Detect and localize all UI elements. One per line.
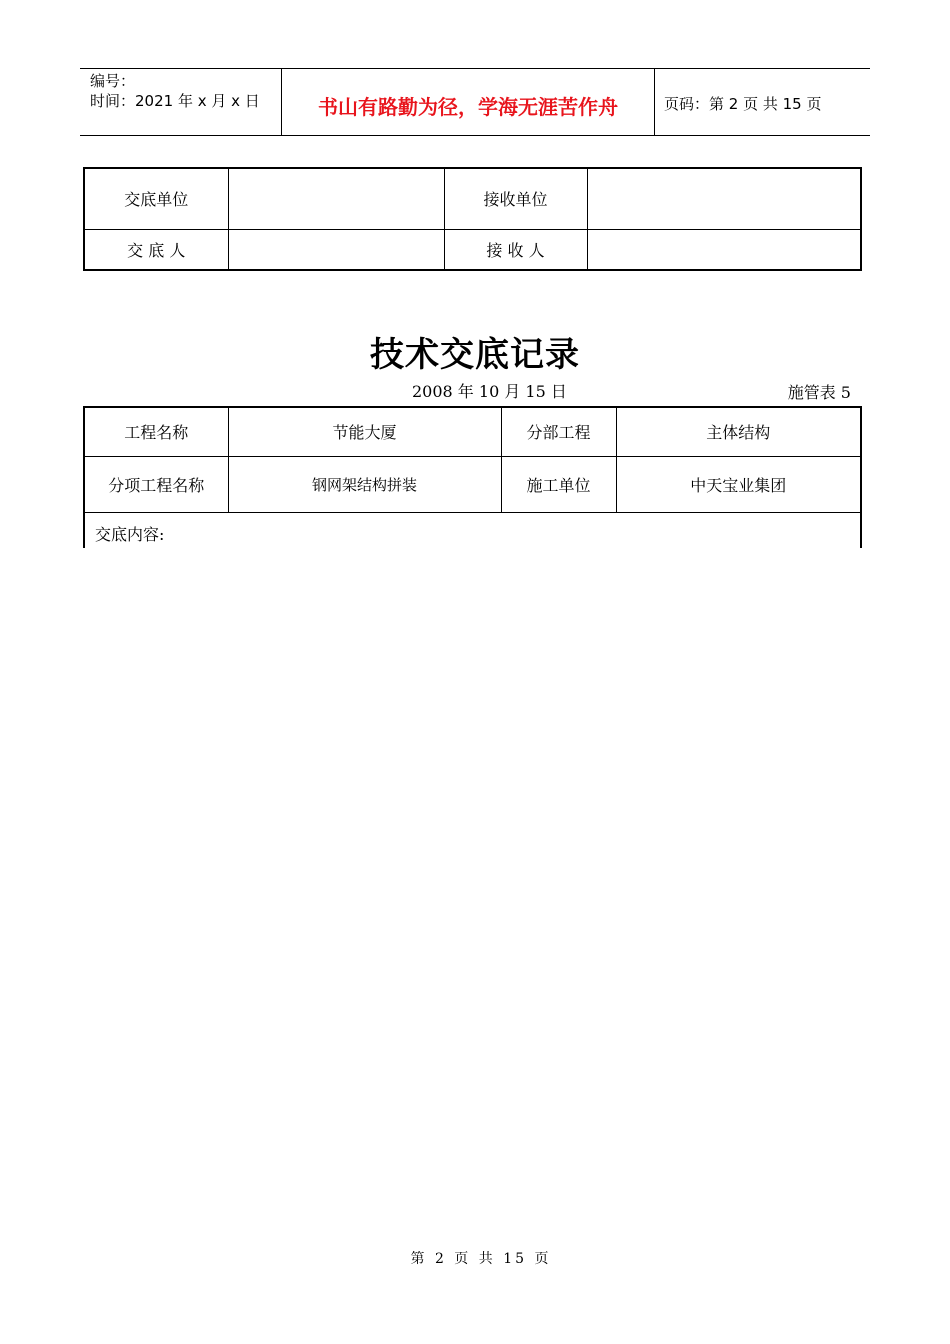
header-divider-right [654,68,655,136]
subitem-name-value: 钢网架结构拼装 [228,456,501,512]
division-label: 分部工程 [501,407,616,456]
handover-row-person [84,229,861,270]
record-title: 技术交底记录 [370,335,580,375]
giver-unit-label: 交底单位 [84,168,228,229]
header-top-rule [80,68,870,69]
header-page-label: 页码：第 2 页 共 15 页 [664,95,822,113]
footer-page-number: 第 2 页 共 15 页 [410,1251,552,1267]
header-bottom-rule [80,135,870,136]
receiver-person-value[interactable] [587,229,861,270]
record-row [84,407,861,456]
giver-person-label: 交 底 人 [84,229,228,270]
record-date: 2008 年 10 月 15 日 [412,382,567,401]
receiver-unit-label: 接收单位 [444,168,587,229]
content-label: 交底内容: [84,512,861,548]
record-table [83,406,862,548]
header-time-label: 时间：2021 年 x 月 x 日 [90,92,260,110]
division-value: 主体结构 [616,407,861,456]
record-content-row [84,512,861,548]
receiver-unit-value[interactable] [587,168,861,229]
construction-unit-label: 施工单位 [501,456,616,512]
record-form-number: 施管表 5 [787,383,851,402]
handover-row-unit [84,168,861,229]
construction-unit-value: 中天宝业集团 [616,456,861,512]
giver-person-value[interactable] [228,229,444,270]
giver-unit-value[interactable] [228,168,444,229]
project-name-value: 节能大厦 [228,407,501,456]
handover-table [83,167,862,271]
record-row [84,456,861,512]
subitem-name-label: 分项工程名称 [84,456,228,512]
receiver-person-label: 接 收 人 [444,229,587,270]
header-number-label: 编号： [90,72,136,90]
header-motto: 书山有路勤为径，学海无涯苦作舟 [318,95,618,119]
project-name-label: 工程名称 [84,407,228,456]
